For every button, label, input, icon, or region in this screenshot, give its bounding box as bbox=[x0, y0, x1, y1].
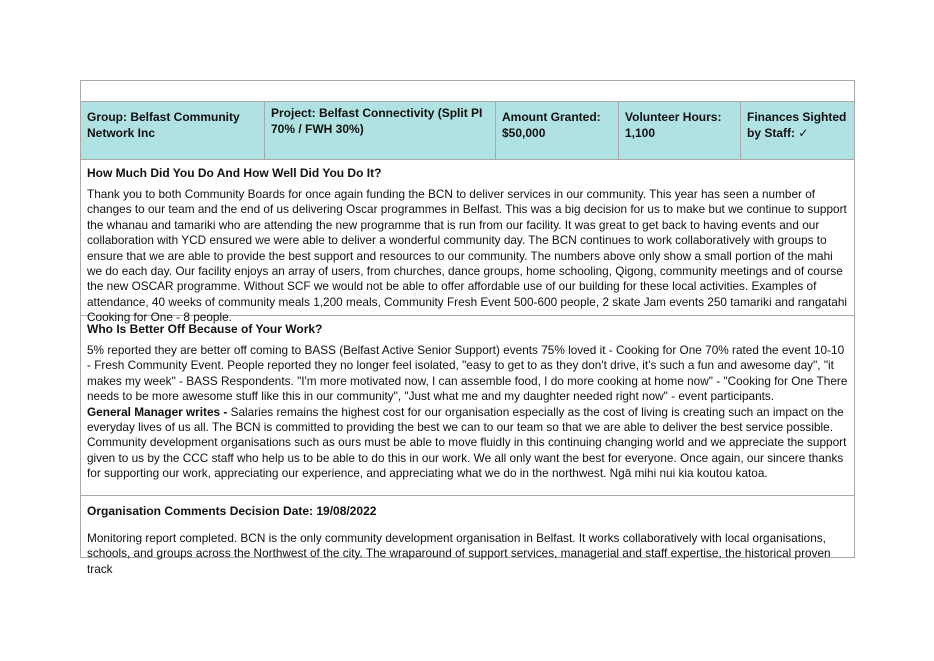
summary-header-row bbox=[81, 102, 854, 160]
section-title: How Much Did You Do And How Well Did You Do It? bbox=[87, 166, 382, 180]
volunteer-hours-cell: Volunteer Hours: 1,100 bbox=[619, 102, 741, 159]
section-title: Who Is Better Off Because of Your Work? bbox=[87, 322, 323, 336]
general-manager-lead: General Manager writes - bbox=[87, 404, 228, 419]
general-manager-paragraph bbox=[87, 405, 848, 482]
funding-report-table bbox=[80, 80, 855, 576]
how-much-section bbox=[81, 160, 854, 325]
section-paragraph: Thank you to both Community Boards for once again funding the BCN to deliver services in our community. This year has seen a number of changes to our team and the end of us delivering Oscar programmes in Belfast. This was a big decision for us to make but we continue to support the whanau and tamariki who are attending the new programme that is run from our facility. It was great to get back to having events and our collaboration with YCD ensured we were able to deliver a wonderful community day. The BCN continues to work collaboratively with groups to ensure that we are able to provide the best support and resources to our community. The numbers above only show a small portion of the mahi we do each day. Our facility enjoys an array of users, from churches, dance groups, home schooling, Qigong, community meetings and of course the new OSCAR programme. Without SCF we would not be able to offer affordable use of our building for these local activities. Examples of attendance, 40 weeks of community meals 1,200 meals, Community Fresh Event 500-600 people, 2 skate Jam events 250 tamariki and rangatahi Cooking for One - 8 people. bbox=[87, 187, 847, 325]
section-title: Organisation Comments Decision Date: 19/08/2022 bbox=[87, 504, 377, 518]
section-paragraph: 5% reported they are better off coming to BASS (Belfast Active Senior Support) events 75% loved it - Cooking for One 70% rated the event 10-10 - Fresh Community Event. People reported they no longer feel isolated, "easy to get to as they don't drive, it's such a fun and awesome day", "it makes my week" - BASS Respondents. "I'm more motivated now, I can assemble food, I do more cooking at home now" - "Cooking for One There needs to be more awesome stuff like this in our community", "Just what me and my daughter needed right now" - event participants. bbox=[87, 343, 848, 404]
organisation-comments-section bbox=[81, 496, 854, 576]
finances-sighted-cell: Finances Sighted by Staff: ✓ bbox=[747, 110, 847, 140]
group-cell: Group: Belfast Community Network Inc bbox=[81, 102, 265, 159]
empty-header-row bbox=[81, 81, 854, 102]
section-body bbox=[87, 531, 848, 577]
general-manager-text: Salaries remains the highest cost for our organisation especially as the cost of living is creating such an impact on the everyday lives of us all. The BCN is committed to providing the best we can to our team so that we are able to deliver the best service possible. Community development organisations such as ours must be able to move fluidly in this continuing changing world and we appreciate the support given to us by the CCC staff who help us to be able to do this in our work. We all only want the best for everyone. Once again, our sincere thanks for supporting our work, appreciating our experience, and appreciating what we do in the northwest. Ngā mihi nui kia koutou katoa. bbox=[87, 404, 847, 481]
project-cell: Project: Belfast Connectivity (Split PI 70% / FWH 30%) bbox=[265, 102, 496, 159]
section-body bbox=[87, 343, 848, 482]
amount-granted-cell: Amount Granted: $50,000 bbox=[496, 102, 619, 159]
section-body bbox=[87, 187, 848, 326]
better-off-section bbox=[81, 316, 854, 496]
section-paragraph: Monitoring report completed. BCN is the only community development organisation in Belfast. It works collaboratively with local organisations, schools, and groups across the Northwest of the city. The wraparound of support services, managerial and staff expertise, the historical proven track bbox=[87, 531, 831, 576]
